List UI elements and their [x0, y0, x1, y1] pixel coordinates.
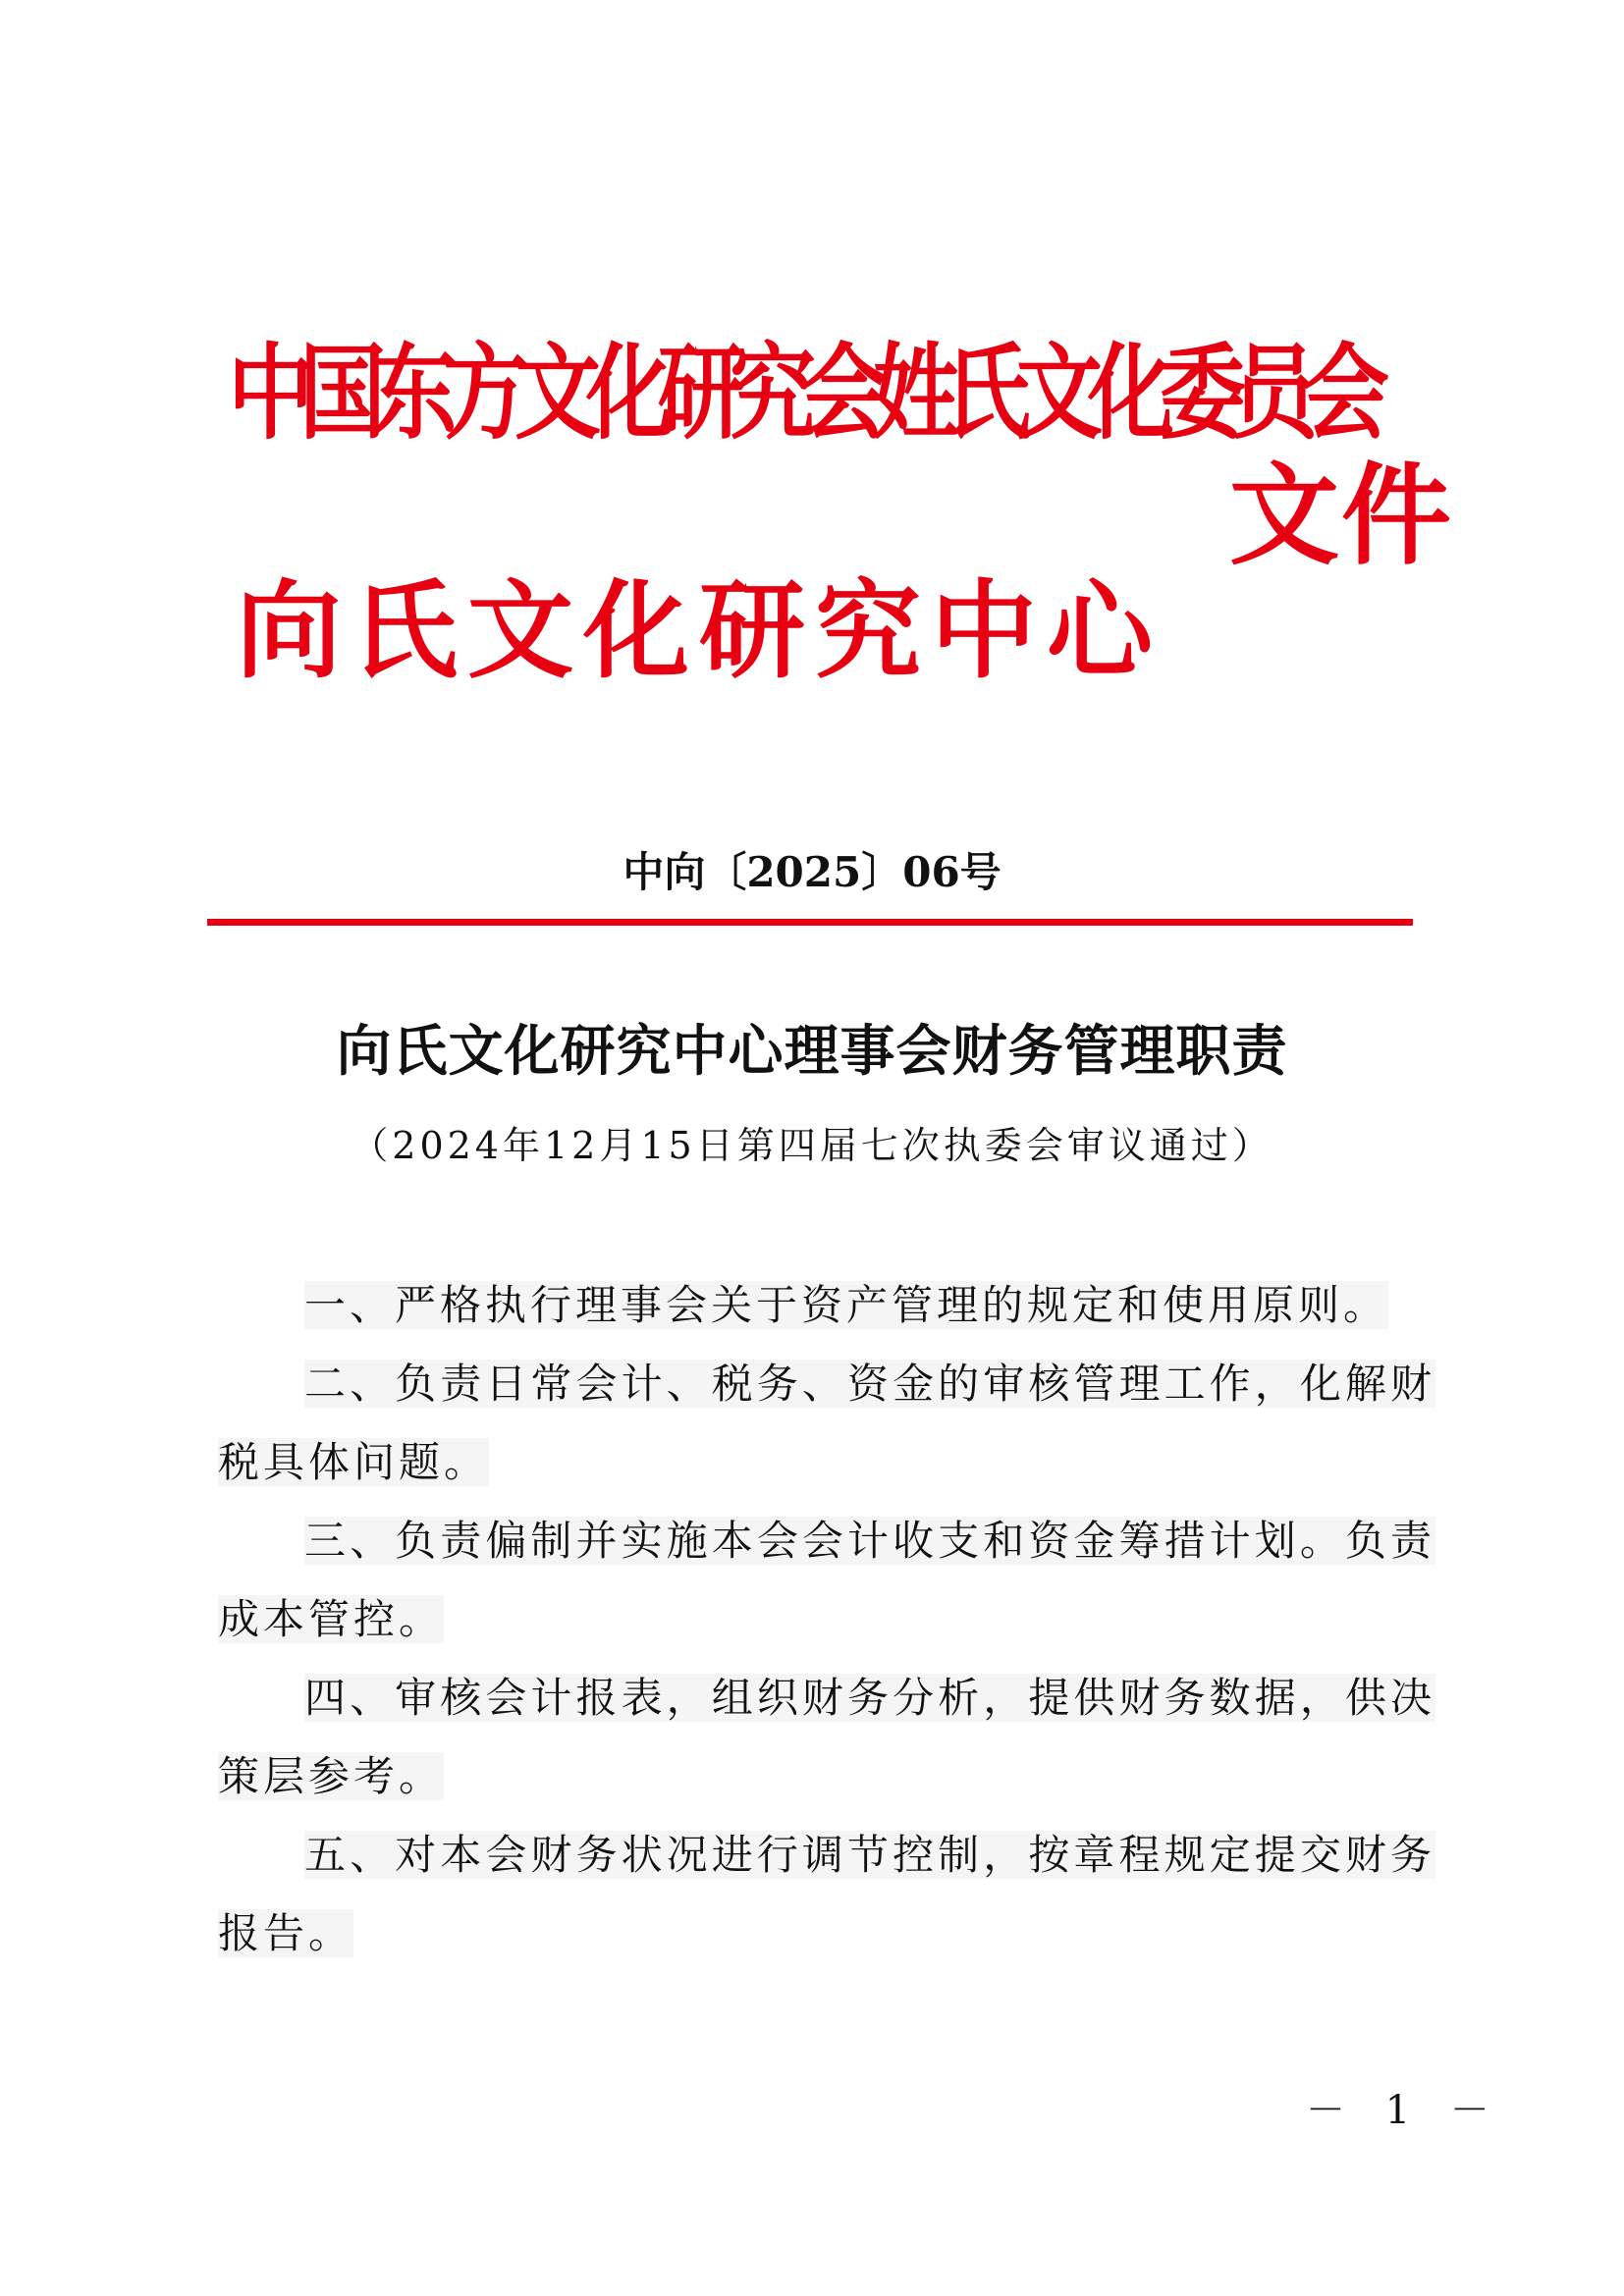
issuer-name-line-1: 中国东方文化研究会姓氏文化委员会	[228, 332, 1376, 454]
paragraph-text: 五、对本会财务状况进行调节控制，按章程规定提交财务报告。	[218, 1831, 1435, 1957]
document-body	[218, 1266, 1435, 1973]
paragraph	[218, 1502, 1435, 1659]
paragraph	[218, 1659, 1435, 1816]
paragraph-text: 四、审核会计报表，组织财务分析，提供财务数据，供决策层参考。	[218, 1674, 1435, 1800]
paragraph-text: 三、负责偏制并实施本会会计收支和资金筹措计划。负责成本管控。	[218, 1517, 1435, 1643]
paragraph	[218, 1345, 1435, 1502]
page-number: － 1 －	[1306, 2088, 1503, 2133]
document-subtitle: （2024年12月15日第四届七次执委会审议通过）	[351, 1124, 1273, 1167]
document-number: 中向〔2025〕06号	[623, 848, 1001, 896]
paragraph	[218, 1266, 1435, 1345]
document-title: 向氏文化研究中心理事会财务管理职责	[336, 1020, 1288, 1084]
issuer-name-line-2: 向氏文化研究中心	[236, 570, 1164, 693]
paragraph	[218, 1816, 1435, 1973]
red-divider-line	[207, 919, 1413, 926]
paragraph-text: 一、严格执行理事会关于资产管理的规定和使用原则。	[304, 1281, 1389, 1329]
document-type-label: 文件	[1229, 453, 1453, 580]
paragraph-text: 二、负责日常会计、税务、资金的审核管理工作，化解财税具体问题。	[218, 1360, 1435, 1486]
